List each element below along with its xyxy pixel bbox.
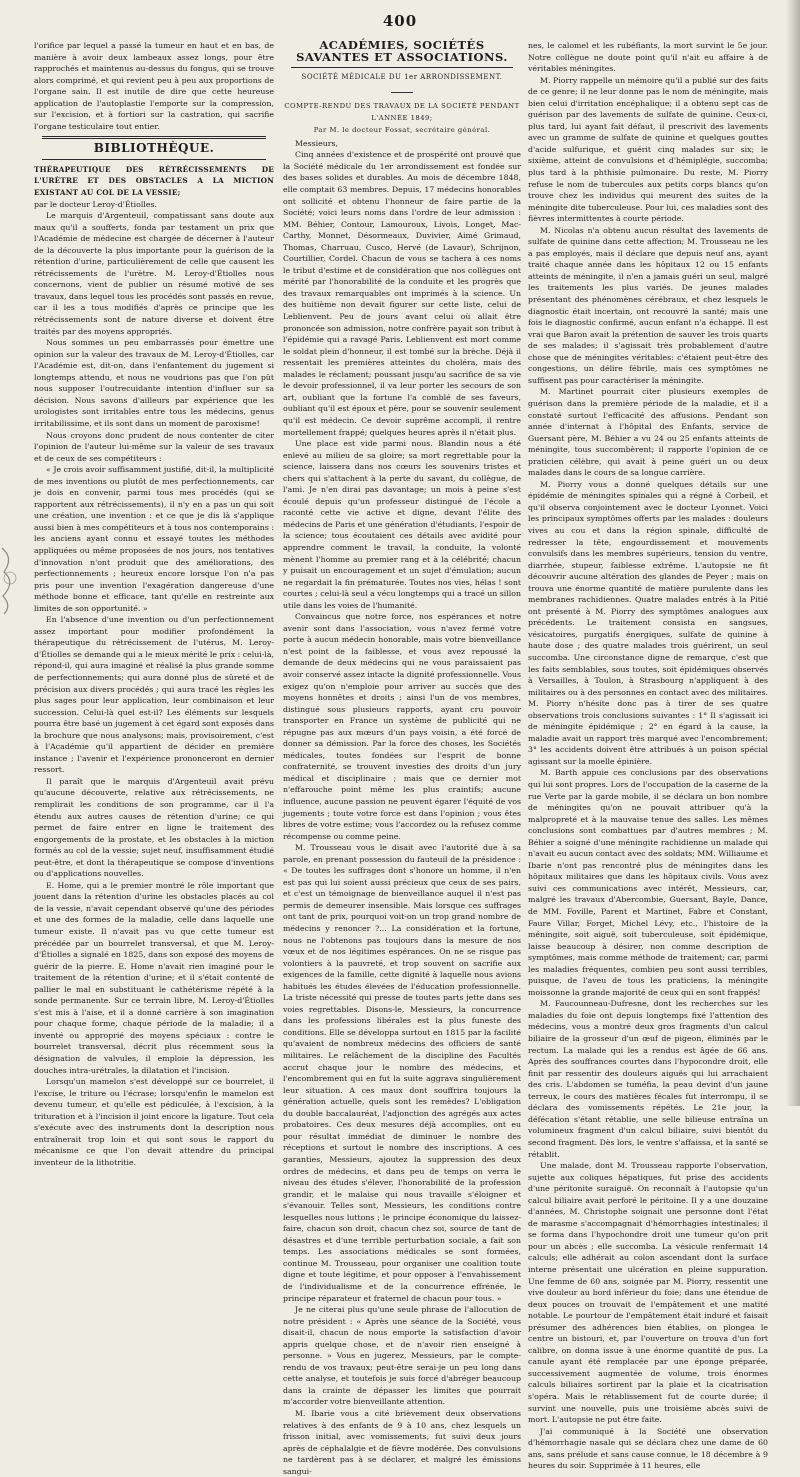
report-paragraph: M. Trousseau vous le disait avec l'autorité due à sa parole, en prenant possession du fauteuil de la présidence : « De toutes les suffrages dont s'honore un homme, il n'en est pas qui lui soient aussi précieux que ceux de ses pairs, et c'est un témoignage de bienveillance auquel il n'est pas permis de demeurer insensible. Mais lorsque ces suffrages ont tant de prix, pourquoi voit-on un trop grand nombre de médecins y renoncer ?... La considération et la fortune, nous ne l'obtenons pas toujours dans la mesure de nos vœux et de nos légitimes espérances. On ne se risque pas volontiers à la pauvreté, et trop souvent on sacrifie aux exigences de la famille, cette dignité à laquelle nous avions habitués les études élevées de l'éducation professionnelle. La triste nécessité qui presse de toutes parts jette dans ses voies regrettables. Disons-le, Messieurs, la concurrence dans les professions libérales est la plus funeste des conditions. Elle se développa surtout en 1815 par la facilité qu'avaient de nombreux médecins des officiers de santé militaires. Le relâchement de la discipline des Facultés accrut chaque jour le nombre des médecins, et l'encombrement qui en fut la suite aggrava singulièrement leur situation. A ces maux dont souffrira toujours la génération actuelle, quels sont les remèdes? L'obligation du double baccalauréat, l'adjonction des agrégés aux actes probatoires. Ces deux mesures déjà accomplies, ont eu pour résultat immédiat de diminuer le nombre des réceptions et surtout le nombre des inscriptions. A ces garanties, Messieurs, ajoutez la suppression des deux ordres de médecins, et dans peu de temps on verra le niveau des études s'élever, l'honorabilité de la profession grandir, et le malaise qui nous travaille s'éloigner et s'évanouir. Telles sont, Messieurs, les conditions contre lesquelles nous luttons ; le principe économique du laissez-faire, chacun son droit, chacun chez soi, source de tant de désastres et d'une terrible perturbation sociale, a fait son temps. Les associations médicales se sont formées, continue M. Trousseau, pour organiser une coalition toute digne et toute légitime, et pour opposer à l'envahissement de l'individualisme et de la concurrence effrénée, le principe réparateur et fraternel de chacun pour tous. » [283,843,521,1303]
report-paragraph: Convaincus que notre force, nos espérances et notre avenir sont dans l'association, vous n'avez fermé votre porte à aucun médecin honorable, mais votre bienveillance n'est point de la faiblesse, et vous avez repoussé la demande de deux médecins qui ne vous paraissaient pas avoir conservé assez intacte la dignité professionnelle. Vous exigez qu'on n'emploie pour arriver au succès que des moyens honnêtes et droits ; ainsi l'un de vos membres, distingué sous plusieurs rapports, ayant cru pouvoir transporter en France un système de publicité qui ne répugne pas aux mœurs d'un pays voisin, a été forcé de donner sa démission. Par la force des choses, les Sociétés médicales, toutes fondées sur l'esprit de bonne confraternité, se trouvent investies des droits d'un jury médical et disciplinaire ; mais que ce dernier mot n'effarouche point même les plus craintifs; aucune influence, aucune passion ne peuvent égarer l'équité de vos jugements ; toute votre force est dans l'opinion ; vous êtes libres de votre estime; vous l'accordez ou la refusez comme récompense ou comme peine. [283,612,521,841]
report-paragraph: Cinq années d'existence et de prospérité ont prouvé que la Société médicale du 1er arrondissement est fondée sur des bases solides et durables. Au mois de décembre 1848, elle comptait 63 membres. Depuis, 17 médecins honorables ont sollicité et obtenu l'honneur de faire partie de la Société; voici leurs noms dans l'ordre de leur admission : MM. Béhier, Contour, Lamouroux, Livois, Longet, Mac-Carthy, Monnet, Désormeaux, Duvivier, Aimé Grimaud, Thomas, Charruau, Cusco, Hervé (de Lavaur), Schrijnon, Courtillier, Cordel. Chacun de vous se tachera à ces noms le tribut d'estime et de considération que nos collègues ont mérité par l'honorabilité de la conduite et les progrès que des travaux remarquables ont imprimés à la science. Un des huitième non devait figurer sur cette liste, celui de Leblienvent. Peu de jours avant celui où allait être prononcée son admission, notre confrère payait son tribut à l'épidémie qui a ravagé Paris. Leblienvent est mort comme le soldat plein d'honneur, il est tombé sur la brèche. Déjà il ressentait les premières atteintes du choléra, mais des malades le réclament; poussant jusqu'au sacrifice de sa vie le devoir professionnel, il va leur porter les secours de son art, oubliant que la fortune l'a comblé de ses faveurs, oubliant qu'il est époux et père, pour se souvenir seulement qu'il est médecin. Ce devoir suprême accompli, il rentre mortellement frappé; quelques heures après il n'était plus. [283,150,521,437]
left-column [34,40,274,1167]
review-paragraph: E. Home, qui a le premier montré le rôle important que jouent dans la rétention d'urine les obstacles placés au col de la vessie, n'avait cependant observé qu'une des périodes et une des formes de la maladie, celle dans laquelle une tumeur existe. Il n'avait pas vu que cette tumeur est précédée par un bourrelet transversal, et que M. Leroy-d'Étiolles a signalé en 1825, dans son exposé des moyens de guérir de la pierre. E. Home n'avait rien imaginé pour le traitement de la rétention d'urine; et il s'était contenté de pallier le mal en substituant le cathétérisme répété à la sonde permanente. Sur ce terrain libre, M. Leroy-d'Étiolles s'est mis à l'aise, et il a donné carrière à son imagination pour chaque forme, chaque période de la maladie; il a inventé ou approprié des moyens spéciaux : contre le bourrelet transversal, décrit plus récemment sous la désignation de valvules, il emploie la dépression, les douches intra-urétrales, la dilatation et l'incision. [34,880,274,1075]
report-title: COMPTE-RENDU DES TRAVAUX DE LA SOCIÉTÉ PENDANT L'ANNÉE 1849; [284,102,520,122]
salutation: Messieurs, [295,138,338,148]
heading-rule [291,67,513,68]
review-paragraph: Nous croyons donc prudent de nous contenter de citer l'opinion de l'auteur lui-même sur la valeur de ses travaux et de ceux de ses compétiteurs : [34,430,274,463]
report-paragraph: Une place est vide parmi nous. Blandin nous a été enlevé au milieu de sa gloire; sa mort regrettable pour la science, laissera dans nos cœurs les souvenirs tristes et chers qui s'attachent à la perte du savant, du collègue, de l'ami. Je n'en dirai pas davantage; un mois à peine s'est écoulé depuis qu'un professeur distingué de l'école a raconté cette vie active et digne, devant l'élite des médecins de Paris et une génération d'étudiants, l'espoir de la science; tous écoutaient ces détails avec avidité pour apprendre comment le travail, la conduite, la volonté mènent l'homme au premier rang et à la célébrité; chacun y puisait un encouragement et un sujet d'émulation; aucun ne regardait la fin prématurée. Toutes nos vies, hélas ! sont courtes ; celui-là seul a vécu longtemps qui a tracé un sillon utile dans les voies de l'humanité. [283,439,521,610]
article-continuation: l'orifice par lequel a passé la tumeur en haut et en bas, de manière à avoir deux lambeaux assez longs, pour être rapprochés et maintenus au-dessus du fongus, qui se trouve alors comprimé, et qui revient peu à peu aux proportions de l'organe sain. Il est inutile de dire que cette heureuse application de l'autoplastie l'emporte sur la compression, sur l'excision, et à fortiori sur la castration, qui sacrifie l'organe testiculaire tout entier. [34,41,274,131]
report-paragraph: M. Martinet pourrait citer plusieurs exemples de guérison dans la première période de la maladie, et il a constaté surtout l'efficacité des affusions. Pendant son année d'internat à l'hôpital des Enfants, service de Guersant père, M. Béhier a vu 24 ou 25 enfants atteints de méningite, tous succombèrent; il rapporte l'opinion de ce praticien célèbre, qui avait à peine guéri un ou deux malades dans le cours de sa longue carrière. [528,387,768,478]
heading-underline [42,159,266,160]
library-stamp-mark [0,538,20,618]
bibliotheque-heading: BIBLIOTHÈQUE. [93,141,215,156]
report-continuation: nes, le calomel et les rubéfiants, la mort survint le 5e jour. Notre collègue ne doute point qu'il n'ait eu affaire à de véritables méningites. [528,41,768,74]
report-paragraph: M. Nicolas n'a obtenu aucun résultat des lavements de sulfate de quinine dans cette affection; M. Trousseau ne les a pas employés, mais il déclare que depuis neuf ans, ayant traité chaque année dans les hôpitaux 12 ou 15 enfants atteints de méningite, il n'en a jamais guéri un seul, malgré les traitements les plus variés. De jeunes malades présentant des phénomènes cérébraux, et chez lesquels le diagnostic était incertain, ont recouvré la santé; mais une fois le diagnostic confirmé, aucun enfant n'a échappé. Il est vrai que Baron avait la prétention de sauver les trois quarts de ses malades; il s'agissait très probablement d'autre chose que de méningites véritables: c'étaient peut-être des congestions, un délire fébrile, mais ces symptômes ne suffisent pas pour caractériser la méningite. [528,225,768,385]
section-divider [42,136,266,139]
binding-shadow [786,0,800,1106]
book-author: par le docteur Leroy-d'Étiolles. [34,199,157,209]
academies-heading: ACADÉMIES, SOCIÉTÉS SAVANTES ET ASSOCIATIONS. [296,38,508,64]
society-name: SOCIÉTÉ MÉDICALE DU 1er ARRONDISSEMENT. [301,73,503,82]
book-title: THÉRAPEUTIQUE DES RÉTRÉCISSEMENTS DE L'URÈTRE ET DES OBSTACLES A LA MICTION EXISTANT AU COL DE LA VESSIE; [34,164,274,198]
report-paragraph: Je ne citerai plus qu'une seule phrase de l'allocution de notre président : « Après une séance de la Société, vous disait-il, chacun de nous emporte la satisfaction d'avoir appris quelque chose, et de n'avoir rien enseigné à personne. » Vous en jugerez, Messieurs, par le compte-rendu de vos travaux; peut-être serai-je un peu long dans cette analyse, et toutefois je suis forcé d'abréger beaucoup dans la crainte de dépasser les limites que pourrait m'accorder votre bienveillante attention. [283,1305,521,1407]
review-paragraph: Nous sommes un peu embarrassés pour émettre une opinion sur la valeur des travaux de M. Leroy-d'Étiolles, car l'Académie est, dit-on, dans l'enfantement du jugement si longtemps attendu, et nous ne voudrions pas que l'on pût nous supposer l'outrecuidante intention d'influer sur sa décision. Nous savons d'ailleurs par expérience que les urologistes sont irritables entre tous les médecins, genus irritabilissime, et ils sont dans un moment de paroxisme! [34,338,274,428]
review-paragraph: Le marquis d'Argenteuil, compatissant sans doute aux maux qu'il a soufferts, fonda par testament un prix que l'Académie de médecine est chargée de décerner à l'auteur de la découverte la plus importante pour la guérison de la rétention d'urine, particulièrement de celle que causent les rétrécissements de l'urètre. M. Leroy-d'Étiolles nous concernons, vient de publier un résumé motivé de ses travaux, dans lequel tous les procédés sont passés en revue, car il les a tous modifiés d'après ce principe que les rétrécissements sont de nature diverse et doivent être traités par des moyens appropriés. [34,211,274,336]
review-paragraph: Lorsqu'un mamelon s'est développé sur ce bourrelet, il l'excise, le triture ou l'écrase; lorsqu'enfin le mamelon est devenu tumeur, et qu'elle est pédiculée, à l'excision, à la trituration et à l'incision il joint encore la ligature. Tout cela s'exécute avec des instruments dont la description nous entraînerait trop loin et qui sont sous le rapport du mécanisme ce que l'on devait attendre du principal inventeur de la lithotritie. [34,1077,274,1167]
short-divider [283,87,521,99]
review-paragraph: En l'absence d'une invention ou d'un perfectionnement assez important pour modifier profondément la thérapeutique du rétrécissement de l'utérus, M. Leroy-d'Étiolles se demande qui a le mieux mérité le prix : celui-là, répond-il, qui aura imaginé et réalisé la plus grande somme de perfectionnements; qui aura donné plus de sûreté et de précision aux divers procédés ; qui aura tracé les règles les plus sages pour leur application, leur combinaison et leur succession. Celui-là quel est-il? Les éléments sur lesquels pourra être basé un jugement à cet égard sont exposés dans la brochure que nous analysons; mais, provisoirement, c'est à l'Académie qu'il appartient de décider en première instance ; l'avenir et l'expérience prononceront en dernier ressort. [34,615,274,775]
right-column [528,40,768,1471]
report-paragraph: M. Ibarie vous a cité brièvement deux observations relatives à des enfants de 9 à 10 ans, chez lesquels un frisson initial, avec vomissements, fut suivi deux jours après de céphalalgie et de fièvre modérée. Des convulsions ne tardèrent pas à se déclarer, et malgré les émissions sangui- [283,1408,521,1476]
report-paragraph: M. Faucounneau-Dufresne, dont les recherches sur les maladies du foie ont depuis longtemps fixé l'attention des médecins, vous a montré deux gros fragments d'un calcul biliaire de la grosseur d'un œuf de pigeon, éliminés par le rectum. La malade qui les a rendus est âgée de 66 ans. Après des souffrances courtes dans l'hypocondre droit, elle finit par ressentir des douleurs aiguës qui lui arrachaient des cris. L'abdomen se tuméfia, la peau devint d'un jaune terreux, le cours des matières fécales fut interrompu, il se déclara des vomissements répétés. Le 21e jour, la défécation s'étant rétablie, une selle bilieuse entraîna un volumineux fragment d'un calcul biliaire, suivi bientôt du second fragment. Dès lors, le ventre s'affaissa, et la santé se rétablit. [528,999,768,1159]
report-paragraph: J'ai communiqué à la Société une observation d'hémorrhagie nasale qui se déclara chez une dame de 60 ans, sans prélude et sans cause connue, le 18 décembre à 9 heures du soir. Supprimée à 11 heures, elle [528,1426,768,1471]
report-paragraph: M. Barth appuie ces conclusions par des observations qui lui sont propres. Lors de l'occupation de la caserne de la rue Verte par la garde mobile, il se déclara un bon nombre de méningites qu'on ne pouvait attribuer qu'à la malpropreté et à la mauvaise tenue des salles. Les mêmes conclusions sont combattues par d'autres membres ; M. Béhier a soigné d'une méningite rachidienne un malade qui n'avait eu aucun contact avec des soldats; MM. Williaume et Ibarie n'ont pas rencontré plus de méningites dans les hôpitaux militaires que dans les hôpitaux civils. Vous avez suivi ces communications avec intérêt, Messieurs, car, malgré les travaux d'Abercombie, Guersant, Bayle, Dance, de MM. Foville, Parent et Martinet, Fabre et Constant, Faure Villar, Forget, Michel Lévy, etc., l'histoire de la méningite, soit aiguë, soit tuberculeuse, soit épidémique, laisse beaucoup à désirer, non comme description de symptômes, mais comme méthode de traitement; car, parmi les maladies fréquentes, combien peu sont aussi terribles, puisque, de l'aveu de tous les praticiens, la méningite moissonne la grande majorité de ceux qui en sont frappés! [528,768,768,997]
report-paragraph: Une malade, dont M. Trousseau rapporte l'observation, sujette aux coliques hépatiques, fut prise des accidents d'une péritonite suraiguë. On reconnaît à l'autopsie qu'un calcul biliaire avait perforé le péritoine. Il y a une douzaine d'années, M. Christophe soignait une personne dont l'état de marasme s'accompagnait d'hémorrhagies intestinales; il se forma dans l'hypochondre droit une tumeur qu'on prit pour un abcès ; elle succomba. La vésicule renfermait 14 calculs; elle adhérait au colon ascendant dont la surface interne présentait une ulcération en pleine suppuration. Une femme de 60 ans, soignée par M. Piorry, ressentit une vive douleur au bord inférieur du foie; dans une étendue de deux pouces on trouvait de l'empâtement et une matité notable. Le pourtour de l'empâtement était induré et faisait présumer des adhérences bien établies, on plongea le centre un bistouri, et, par l'ouverture on trouva d'un fort calibre, on donna issue à une énorme quantité de pus. La canule ayant été remplacée par une éponge préparée, successivement augmentée de volume, trois énormes calculs biliaires sortirent par la plaie et la cicatrisation s'opéra. Mais le rétablissement fut de courte durée; il survint une nouvelle, puis une troisième abcès suivi de mort. L'autopsie ne put être faite. [528,1161,768,1425]
report-author: Par M. le docteur Fossat, secrétaire général. [313,126,491,135]
page-number: 400 [382,12,418,30]
report-paragraph: M. Piorry rappelle un mémoire qu'il a publié sur des faits de ce genre; il ne leur donne pas le nom de méningite, mais bien celui d'irritation encéphalique; il a obtenu sept cas de guérison par des lavements de sulfate de quinine. Ceux-ci, plus tard, lui ayant fait défaut, il prescrivit des lavements avec un gramme de sulfate de quinine et quelques gouttes d'acide sulfurique, et guérit cinq malades sur six; le sixième, atteint de convulsions et d'hémiplégie, succomba; plus tard à la phthisie pulmonaire. Du reste, M. Piorry refuse le nom de tubercules aux petits corps blancs qu'on trouve chez les individus qui meurent des suites de la méningite dite tuberculeuse. Pour lui, ces maladies sont des fièvres intermittentes à courte période. [528,75,768,224]
report-paragraph: M. Piorry vous a donné quelques détails sur une épidémie de méningites spinales qui a régné à Corbeil, et qu'il observa conjointement avec le docteur Lyonnet. Voici les principaux symptômes offerts par les malades : douleurs vives au cou et dans la région spinale, difficulté de redresser la tête, engourdissement et mouvements convulsifs dans les membres supérieurs, tension du ventre, diarrhée, stupeur, faiblesse extrême. L'autopsie ne fit découvrir aucune altération des glandes de Peyer ; mais on trouva une énorme quantité de matière purulente dans les membranes rachidiennes. Quatre malades entrés à la Pitié ont présenté à M. Piorry des symptômes analogues aux précédents. Le traitement consista en sangsues, vésicatoires, purgatifs énergiques, sulfate de quinine à haute dose ; des quatre malades trois guérirent, un seul succomba. Une circonstance digne de remarque, c'est que les faits semblables, sous toutes, soit épidémiques observés à Versailles, à Toulon, à Strasbourg n'appliquent à des militaires ou à des personnes en contact avec des militaires. M. Piorry n'hésite donc pas à tirer de ses quatre observations trois conclusions suivantes : 1° Il s'agissait ici de méningite épidémique ; 2° en égard à la cause, la maladie avait un rapport très marqué avec l'encombrement; 3° les accidents doivent être attribués à un poison spécial agissant sur la moelle épinière. [528,479,768,766]
middle-column [283,20,521,1476]
review-paragraph: Il paraît que le marquis d'Argenteuil avait prévu qu'aucune découverte, relative aux rétrécissements, ne remplirait les conditions de son programme, car il l'a étendu aux autres causes de rétention d'urine; ce qui permet de faire entrer en ligne le traitement des engorgements de la prostate, et les obstacles à la miction formés au col de la vessie; sujet neuf, insuffisamment étudié peut-être, et dont la thérapeutique se compose d'inventions ou d'applications nouvelles. [34,776,274,879]
review-paragraph: « Je crois avoir suffisamment justifié, dit-il, la multiplicité de mes inventions ou plutôt de mes perfectionnements, car je dois en convenir, parmi tous mes procédés (qui se rapportent aux rétrécissements), il n'y en a pas un qui soit une création, une invention : et ce que je dis là s'applique aussi bien à mes compétiteurs et à tous nos contemporains : les anciens ayant connu et essayé toutes les méthodes appliquées ou même proposées de nos jours, nos tentatives d'innovation n'ont produit que des améliorations, des perfectionnements ; heureux encore lorsque l'on n'a pas pris pour une invention l'exagération dangereuse d'une méthode bonne et efficace, tant qu'elle en restreinte aux limites de son opportunité. » [34,465,274,613]
